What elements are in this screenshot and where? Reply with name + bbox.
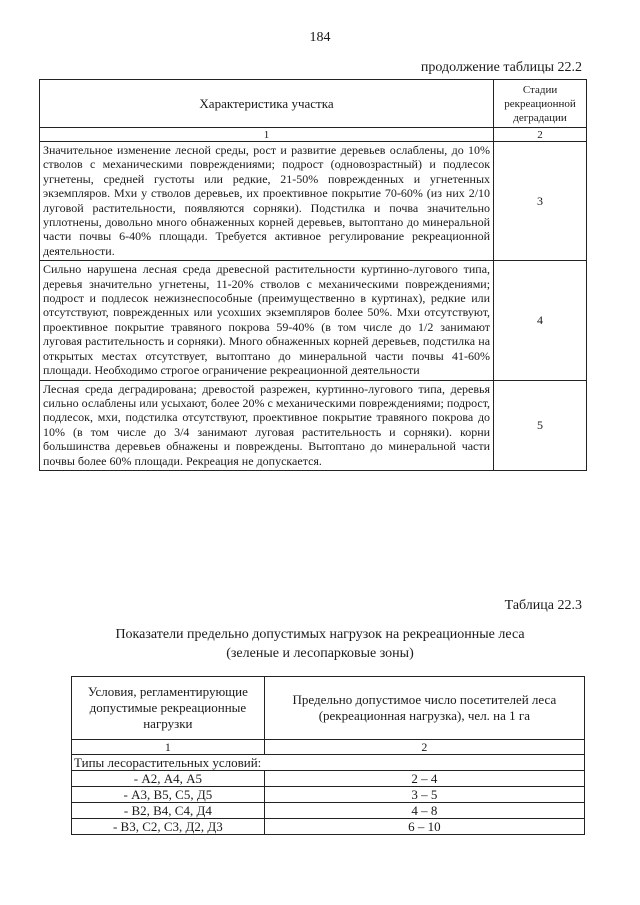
row-condition: - В3, С2, С3, Д2, Д3 <box>72 819 265 835</box>
row-value: 6 – 10 <box>264 819 584 835</box>
row-description: Лесная среда деградирована; древостой разрежен, куртинно-лугового типа, деревья сильно ослаблены или усыхают, более 20% с механическими повреждениями; подрост, подлесок, мхи, подстилка отсутствуют, проективное покрытие травяного покрова до 10% (в том числе до 3/4 занимают луговая растительность и сорняки). корни большинства деревьев обнажены и повреждены. Вытоптано до минеральной части почвы более 60% площади. Рекреация не допускается. <box>40 380 494 470</box>
col-number-1: 1 <box>72 740 265 755</box>
col-number-2: 2 <box>494 128 587 142</box>
table-row <box>40 142 587 261</box>
page-number: 184 <box>309 30 331 45</box>
col-number-2: 2 <box>264 740 584 755</box>
table-row <box>72 819 585 835</box>
recreation-load-table <box>71 676 585 835</box>
col-number-1: 1 <box>40 128 494 142</box>
header-conditions: Условия, регламентирующие допустимые рекреационные нагрузки <box>72 677 265 740</box>
row-condition: - А3, В5, С5, Д5 <box>72 787 265 803</box>
table-row <box>72 787 585 803</box>
row-value: 3 – 5 <box>264 787 584 803</box>
row-description: Сильно нарушена лесная среда древесной растительности куртинно-лугового типа, деревья значительно угнетены, 11-20% стволов с механическими повреждениями; подрост и подлесок нежизнеспособные (преимущественно в куртинах), редкие или отсутствуют, поврежденных или усохших экземпляров более 50%. Мхи отсутствуют, проективное покрытие травяного покрова 59-40% (в том числе до 1/2 занимают луговая растительность и сорняки). Много обнаженных корней деревьев, подстилка на открытых местах отсутствует, вытоптано до минеральной части почвы 41-60% площади. Необходимо строгое ограничение рекреационной деятельности <box>40 261 494 380</box>
header-stages: Стадии рекреационной деградации <box>494 80 587 128</box>
table-header-row <box>40 80 587 128</box>
table-title <box>0 625 640 663</box>
column-number-row <box>72 740 585 755</box>
table-row <box>40 261 587 380</box>
row-condition: - А2, А4, А5 <box>72 771 265 787</box>
row-stage: 3 <box>494 142 587 261</box>
table-caption: Таблица 22.3 <box>504 598 582 613</box>
group-label: Типы лесорастительных условий: <box>72 755 585 771</box>
table-row <box>72 803 585 819</box>
row-value: 2 – 4 <box>264 771 584 787</box>
row-condition: - В2, В4, С4, Д4 <box>72 803 265 819</box>
row-stage: 4 <box>494 261 587 380</box>
row-stage: 5 <box>494 380 587 470</box>
header-limit: Предельно допустимое число посетителей леса (рекреационная нагрузка), чел. на 1 га <box>264 677 584 740</box>
header-characteristic: Характеристика участка <box>40 80 494 128</box>
table-row <box>72 771 585 787</box>
row-value: 4 – 8 <box>264 803 584 819</box>
group-row <box>72 755 585 771</box>
degradation-table <box>39 79 587 471</box>
table-header-row <box>72 677 585 740</box>
table-continuation-label: продолжение таблицы 22.2 <box>420 60 582 75</box>
column-number-row <box>40 128 587 142</box>
table-row <box>40 380 587 470</box>
table-title-line-2: (зеленые и лесопарковые зоны) <box>226 646 414 661</box>
table-title-line-1: Показатели предельно допустимых нагрузок на рекреационные леса <box>115 627 525 642</box>
row-description: Значительное изменение лесной среды, рост и развитие деревьев ослаблены, до 10% стволов с механическими повреждениями; подрост (одновозрастный) и подлесок угнетены, средней густоты или редкие, 21-50% поврежденных и угнетенных экземпляров. Мхи у стволов деревьев, их проективное покрытие 70-60% (из них 2/10 луговой растительности, появляются сорняки). Подстилка и почва значительно уплотнены, довольно много обнаженных корней деревьев, вытоптано до минеральной части почвы 6-40% площади. Требуется активное регулирование рекреационной деятельности. <box>40 142 494 261</box>
